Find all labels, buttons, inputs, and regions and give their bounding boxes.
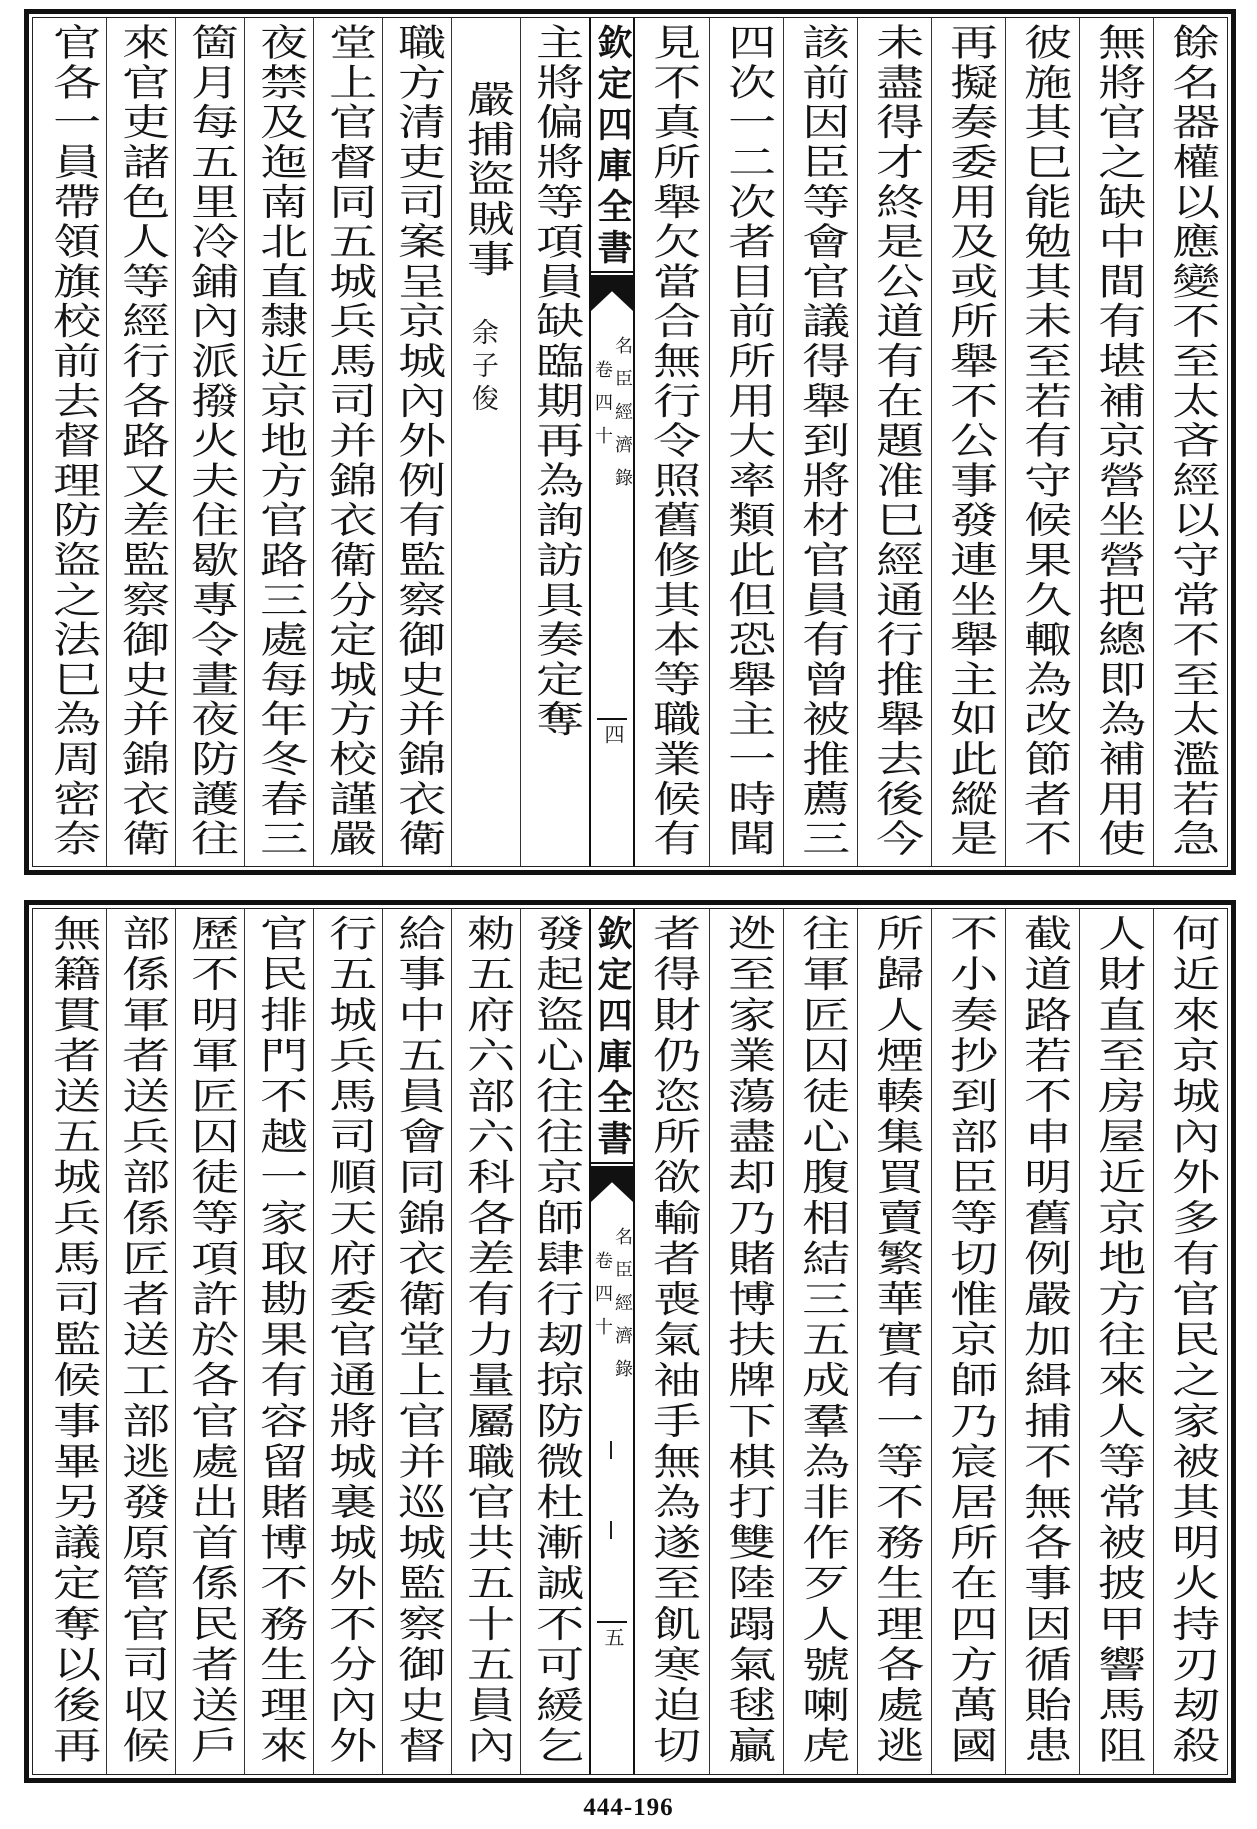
text-column: [37, 18, 106, 866]
column-text: 彼施其巳能勉其未至若有守候果久輙為改節者不: [1015, 23, 1072, 859]
text-column: [382, 18, 451, 866]
text-column: [451, 909, 520, 1774]
column-text: 該前因臣等會官議得舉到將材官員有曾被推薦三: [793, 23, 850, 859]
column-text: 發起盜心往往京師肆行刼掠防微杜漸誠不可緩乞: [527, 914, 584, 1767]
author-name: 余子俊: [466, 318, 498, 417]
column-text: 官民排門不越一家取勘果有容留賭博不務生理來: [251, 914, 308, 1767]
column-text: 無將官之缺中間有堪補京營坐營把總即為補用使: [1089, 23, 1146, 859]
leaf-lower: [24, 900, 1236, 1783]
text-column: [857, 909, 931, 1774]
column-text: 往軍匠囚徒心腹相結三五成羣為非作歹人號喇虎: [793, 914, 850, 1767]
column-text: 迯至家業蕩盡却乃賭博扶牌下棋打雙陸蹋氣毬贏: [719, 914, 776, 1767]
column-text: 勑五府六部六科各差有力量屬職官共五十五員內: [458, 914, 515, 1767]
column-text: 截道路若不申明舊例嚴加緝捕不無各事因循貽患: [1015, 914, 1072, 1767]
text-column: [783, 18, 857, 866]
fold-book-title: 名臣經濟錄: [612, 1227, 633, 1392]
column-text: 無籍貫者送五城兵馬司監候事畢另議定奪以後再: [44, 914, 101, 1767]
text-column: [37, 909, 106, 1774]
text-column: [106, 18, 175, 866]
text-column: [313, 18, 382, 866]
text-column: [1005, 18, 1079, 866]
fishtail-mark-icon: [591, 1166, 633, 1202]
fold-series-title: 欽定四庫全書: [592, 915, 633, 1161]
text-column: [783, 909, 857, 1774]
fold-volume: 卷四十: [592, 360, 613, 459]
text-column: [709, 909, 783, 1774]
fold-leaf-rule: [597, 718, 627, 720]
fold-tick-mark: [610, 1521, 612, 1539]
fold-series-title: 欽定四庫全書: [592, 24, 633, 270]
text-column: [175, 18, 244, 866]
fold-leaf-rule: [597, 1621, 627, 1623]
column-text: 堂上官督同五城兵馬司并錦衣衛分定城方校謹嚴: [320, 23, 377, 859]
leaf-lower-frame: [32, 908, 1228, 1775]
text-column: [382, 909, 451, 1774]
column-text: 者得財仍恣所欲輸者喪氣袖手無為遂至飢寒迫切: [644, 914, 701, 1767]
column-text: 夜禁及迤南北直隸近京地方官路三處每年冬春三: [251, 23, 308, 859]
center-fold: [589, 18, 635, 866]
fishtail-mark-icon: [591, 275, 633, 311]
leaf-upper: [24, 9, 1236, 875]
text-column: [175, 909, 244, 1774]
column-text: 所歸人煙輳集買賣繁華實有一等不務生理各處逃: [867, 914, 924, 1767]
fold-leaf-number: 四: [601, 724, 625, 744]
text-column: [635, 909, 709, 1774]
page-code: 444-196: [583, 1794, 674, 1821]
text-column: [313, 909, 382, 1774]
fold-leaf-number: 五: [601, 1627, 625, 1647]
text-column: [931, 909, 1005, 1774]
text-column: [1153, 909, 1227, 1774]
column-text: 歷不明軍匠囚徒等項許於各官處出首係民者送戶: [182, 914, 239, 1767]
text-column: [106, 909, 175, 1774]
column-text: 不小奏抄到部臣等切惟京師乃宸居所在四方萬國: [941, 914, 998, 1767]
fold-rule: [591, 1162, 633, 1164]
column-text: 部係軍者送兵部係匠者送工部逃發原管官司収候: [113, 914, 170, 1767]
text-column: [244, 18, 313, 866]
column-text: 未盡得才終是公道有在題准巳經通行推舉去後今: [867, 23, 924, 859]
fold-book-title: 名臣經濟錄: [612, 336, 633, 501]
section-heading: 嚴捕盜賊事: [458, 80, 515, 279]
text-column: [709, 18, 783, 866]
text-column: [857, 18, 931, 866]
column-text: 箇月每五里冷鋪內派撥火夫住歇專令晝夜防護往: [182, 23, 239, 859]
column-text: 主將偏將等項員缺臨期再為詢訪具奏定奪: [527, 23, 584, 740]
text-column: [1153, 18, 1227, 866]
text-column: [1079, 909, 1153, 1774]
fold-rule: [591, 271, 633, 273]
fold-tick-mark: [610, 1441, 612, 1459]
text-column: [1079, 18, 1153, 866]
column-text: 再擬奏委用及或所舉不公事發連坐舉主如此縱是: [941, 23, 998, 859]
column-text: 餘名器權以應變不至太吝經以守常不至太濫若急: [1163, 23, 1220, 859]
fold-volume: 卷四十: [592, 1251, 613, 1350]
center-fold: [589, 909, 635, 1774]
section-heading-column: [451, 18, 520, 866]
column-text: 來官吏諸色人等經行各路又差監察御史并錦衣衛: [113, 23, 170, 859]
text-column: [1005, 909, 1079, 1774]
text-column: [635, 18, 709, 866]
text-column: [520, 909, 589, 1774]
column-text: 四次一二次者目前所用大率類此但恐舉主一時聞: [719, 23, 776, 859]
column-text: 人財直至房屋近京地方往來人等常被披甲響馬阻: [1089, 914, 1146, 1767]
text-column: [520, 18, 589, 866]
leaf-upper-frame: [32, 17, 1228, 867]
column-text: 行五城兵馬司順天府委官通將城裏城外不分內外: [320, 914, 377, 1767]
column-text: 見不真所舉欠當合無行令照舊修其本等職業候有: [644, 23, 701, 859]
text-column: [931, 18, 1005, 866]
column-text: 給事中五員會同錦衣衛堂上官并巡城監察御史督: [389, 914, 446, 1767]
column-text: 何近來京城內外多有官民之家被其明火持刃刼殺: [1163, 914, 1220, 1767]
column-text: 職方清吏司案呈京城內外例有監察御史并錦衣衛: [389, 23, 446, 859]
text-column: [244, 909, 313, 1774]
column-text: 官各一員帶領旗校前去督理防盜之法巳為周密奈: [44, 23, 101, 859]
